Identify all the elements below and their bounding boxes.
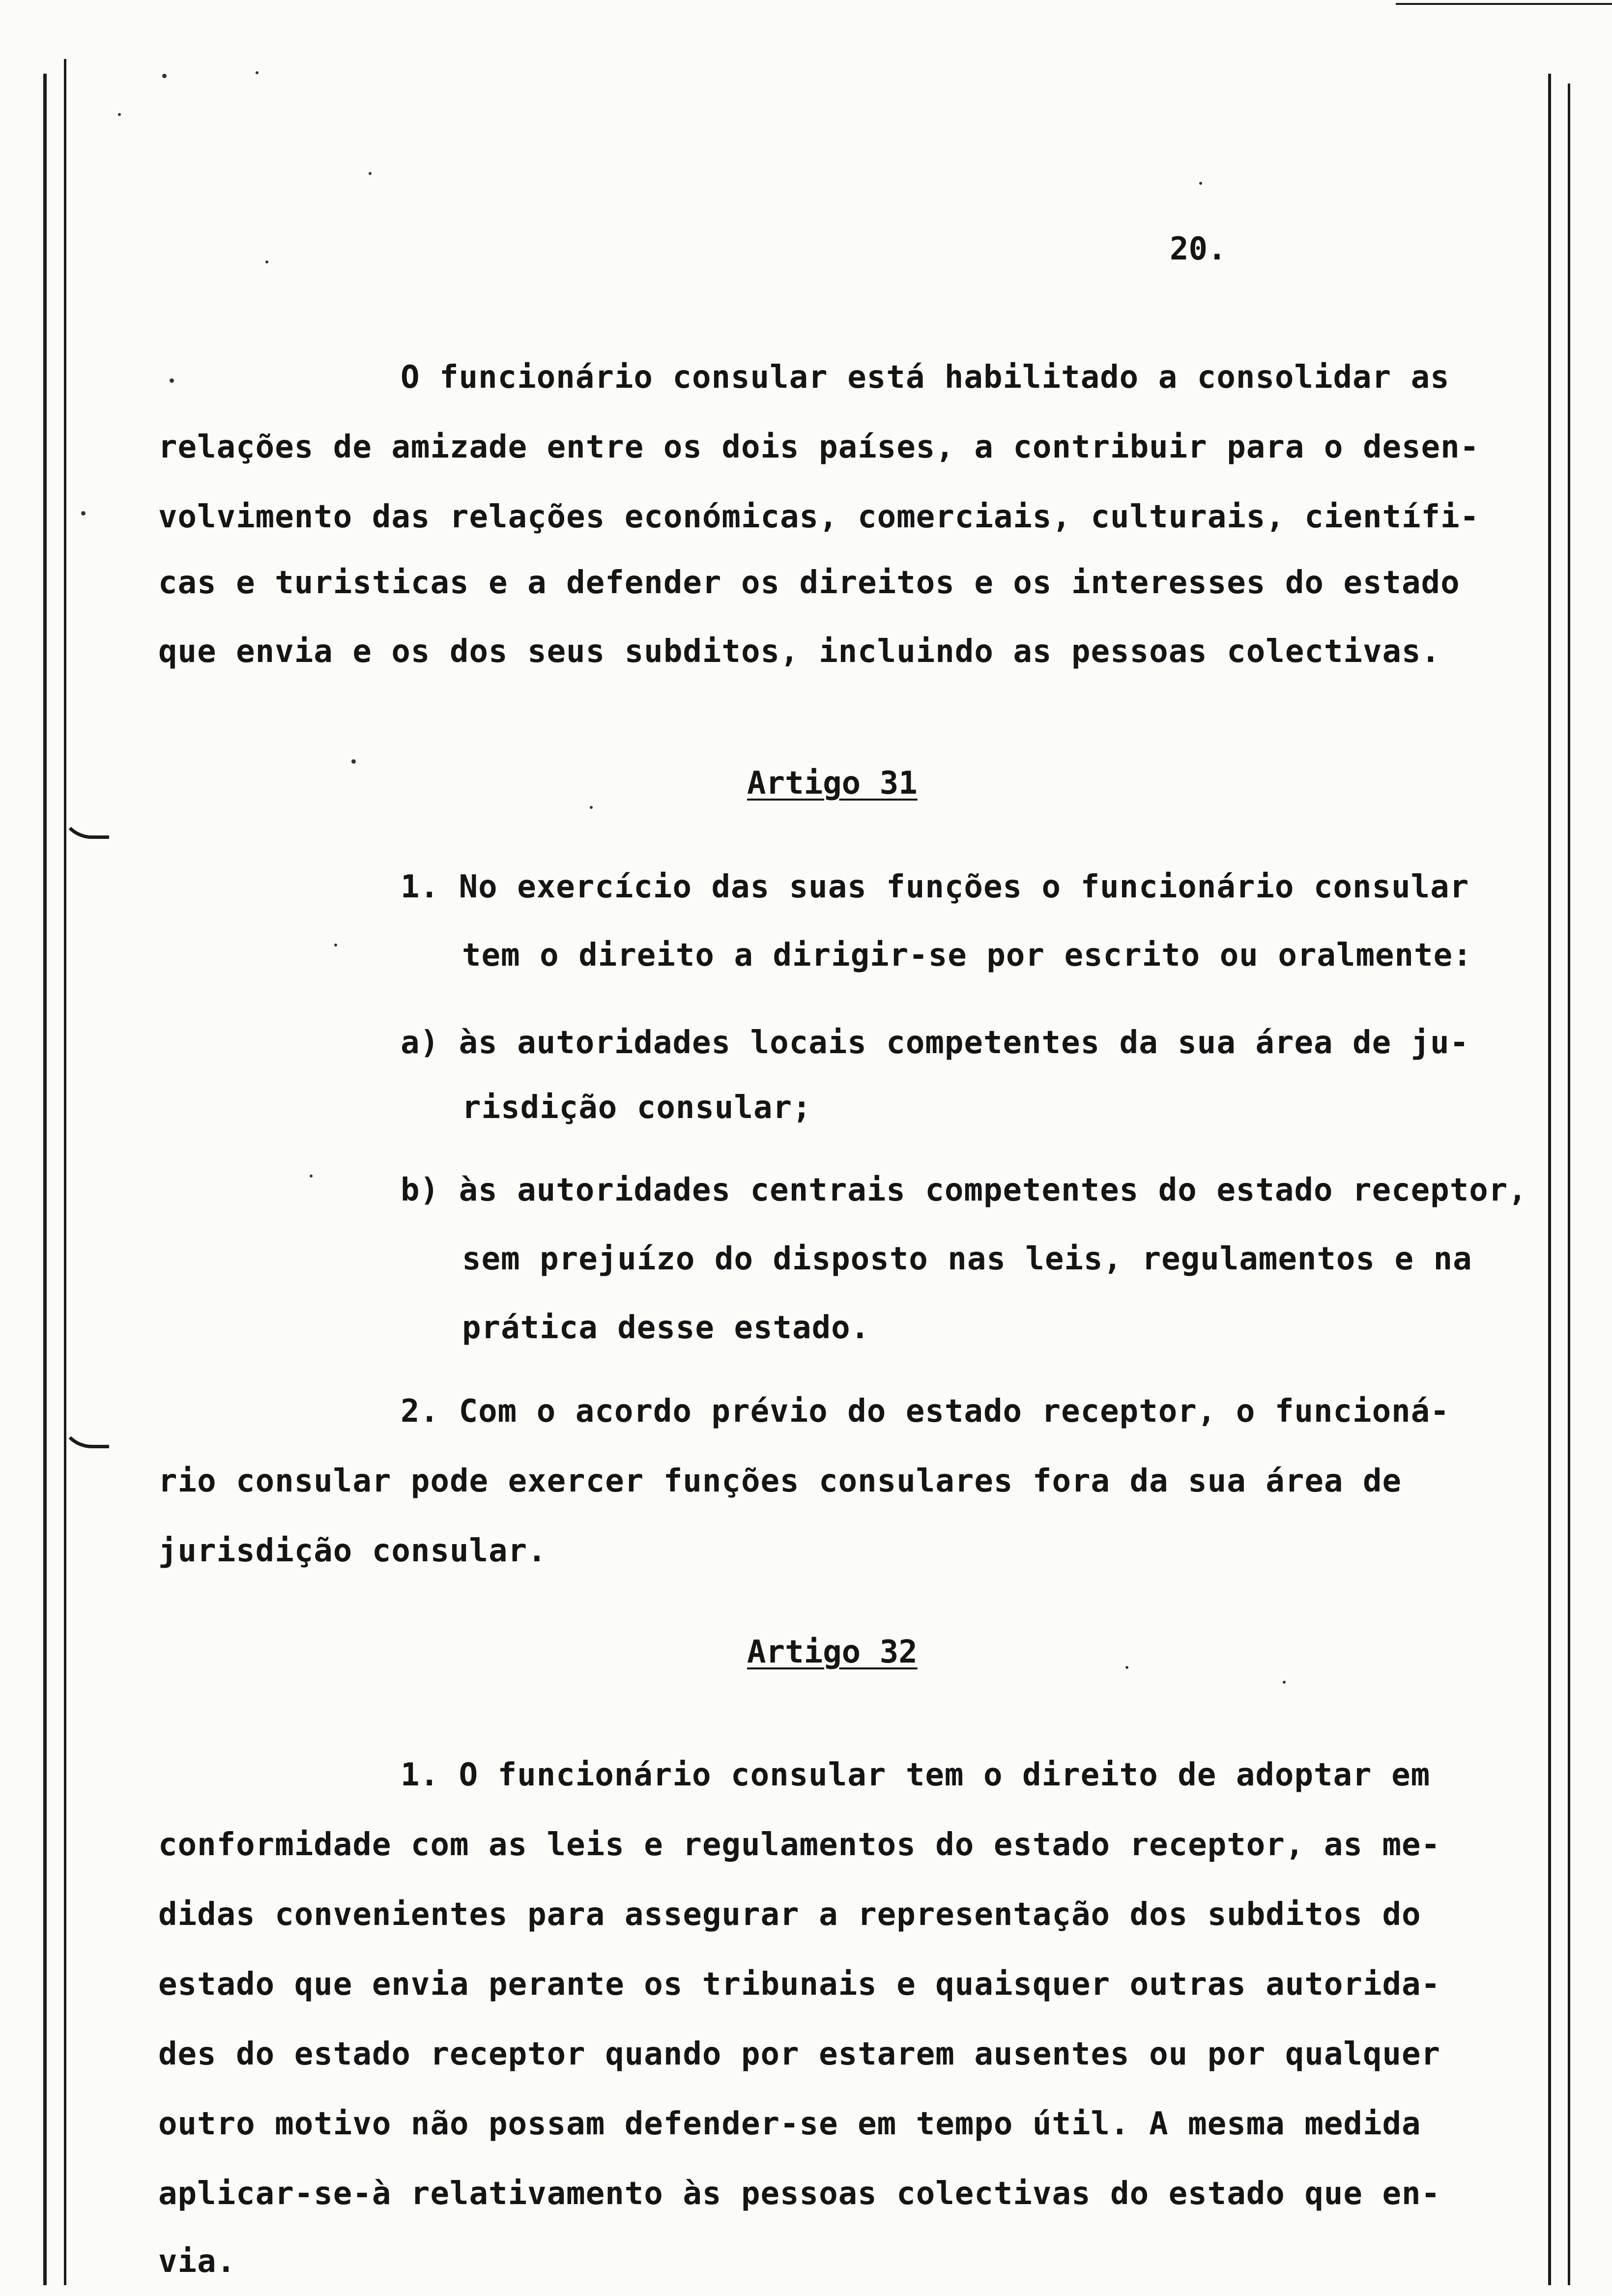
clause-line: risdição consular; bbox=[462, 1090, 812, 1126]
scan-speck bbox=[351, 759, 356, 764]
paragraph-line: volvimento das relações económicas, comerciais, culturais, científi- bbox=[158, 499, 1480, 535]
clause-line: 1. No exercício das suas funções o funcionário consular bbox=[401, 869, 1469, 905]
scan-speck bbox=[256, 71, 259, 74]
scan-speck bbox=[1199, 182, 1202, 185]
right-margin-rule-outer bbox=[1548, 74, 1551, 2285]
clause-line: aplicar-se-à relativamento às pessoas colectivas do estado que en- bbox=[158, 2176, 1441, 2212]
clause-line: sem prejuízo do disposto nas leis, regulamentos e na bbox=[462, 1241, 1472, 1277]
scan-speck bbox=[310, 1175, 313, 1177]
clause-line: 1. O funcionário consular tem o direito de adoptar em bbox=[401, 1757, 1431, 1793]
paragraph-line: que envia e os dos seus subditos, incluindo as pessoas colectivas. bbox=[158, 633, 1441, 670]
scan-speck bbox=[81, 511, 86, 516]
clause-line: prática desse estado. bbox=[462, 1310, 870, 1346]
scan-speck bbox=[334, 944, 337, 947]
clause-line: des do estado receptor quando por estarem ausentes ou por qualquer bbox=[158, 2036, 1441, 2072]
scan-speck bbox=[1283, 1681, 1286, 1684]
clause-line: didas convenientes para assegurar a representação dos subditos do bbox=[158, 1896, 1421, 1933]
clause-line: b) às autoridades centrais competentes do estado receptor, bbox=[401, 1172, 1527, 1208]
clause-line: rio consular pode exercer funções consulares fora da sua área de bbox=[158, 1463, 1402, 1499]
top-edge-line bbox=[1396, 3, 1612, 5]
clause-line: via. bbox=[158, 2243, 236, 2280]
paragraph-line: relações de amizade entre os dois países, a contribuir para o desen- bbox=[158, 429, 1480, 465]
right-margin-rule-inner bbox=[1568, 84, 1570, 2285]
article-32-heading: Artigo 32 bbox=[747, 1634, 918, 1670]
paragraph-line: cas e turisticas e a defender os direitos e os interesses do estado bbox=[158, 565, 1460, 601]
clause-line: 2. Com o acordo prévio do estado receptor, o funcioná- bbox=[401, 1393, 1450, 1430]
page-number: 20. bbox=[1170, 231, 1227, 267]
scan-speck bbox=[590, 806, 593, 809]
clause-line: a) às autoridades locais competentes da sua área de ju- bbox=[401, 1025, 1469, 1061]
paragraph-line: O funcionário consular está habilitado a consolidar as bbox=[401, 359, 1450, 396]
scan-speck bbox=[162, 74, 167, 78]
left-margin-rule-outer bbox=[43, 74, 47, 2285]
scan-speck bbox=[1125, 1666, 1128, 1669]
clause-line: jurisdição consular. bbox=[158, 1533, 547, 1569]
scan-speck bbox=[265, 260, 268, 263]
clause-line: estado que envia perante os tribunais e quaisquer outras autorida- bbox=[158, 1966, 1441, 2003]
clause-line: tem o direito a dirigir-se por escrito ou oralmente: bbox=[462, 937, 1472, 974]
left-bracket-mark bbox=[59, 1415, 109, 1448]
scan-speck bbox=[118, 113, 121, 116]
clause-line: outro motivo não possam defender-se em tempo útil. A mesma medida bbox=[158, 2106, 1421, 2142]
left-margin-rule-inner bbox=[64, 59, 66, 2285]
clause-line: conformidade com as leis e regulamentos do estado receptor, as me- bbox=[158, 1827, 1441, 1863]
scan-speck bbox=[369, 172, 372, 175]
left-bracket-mark bbox=[59, 806, 109, 839]
scan-speck bbox=[170, 378, 174, 383]
article-31-heading: Artigo 31 bbox=[747, 765, 918, 802]
